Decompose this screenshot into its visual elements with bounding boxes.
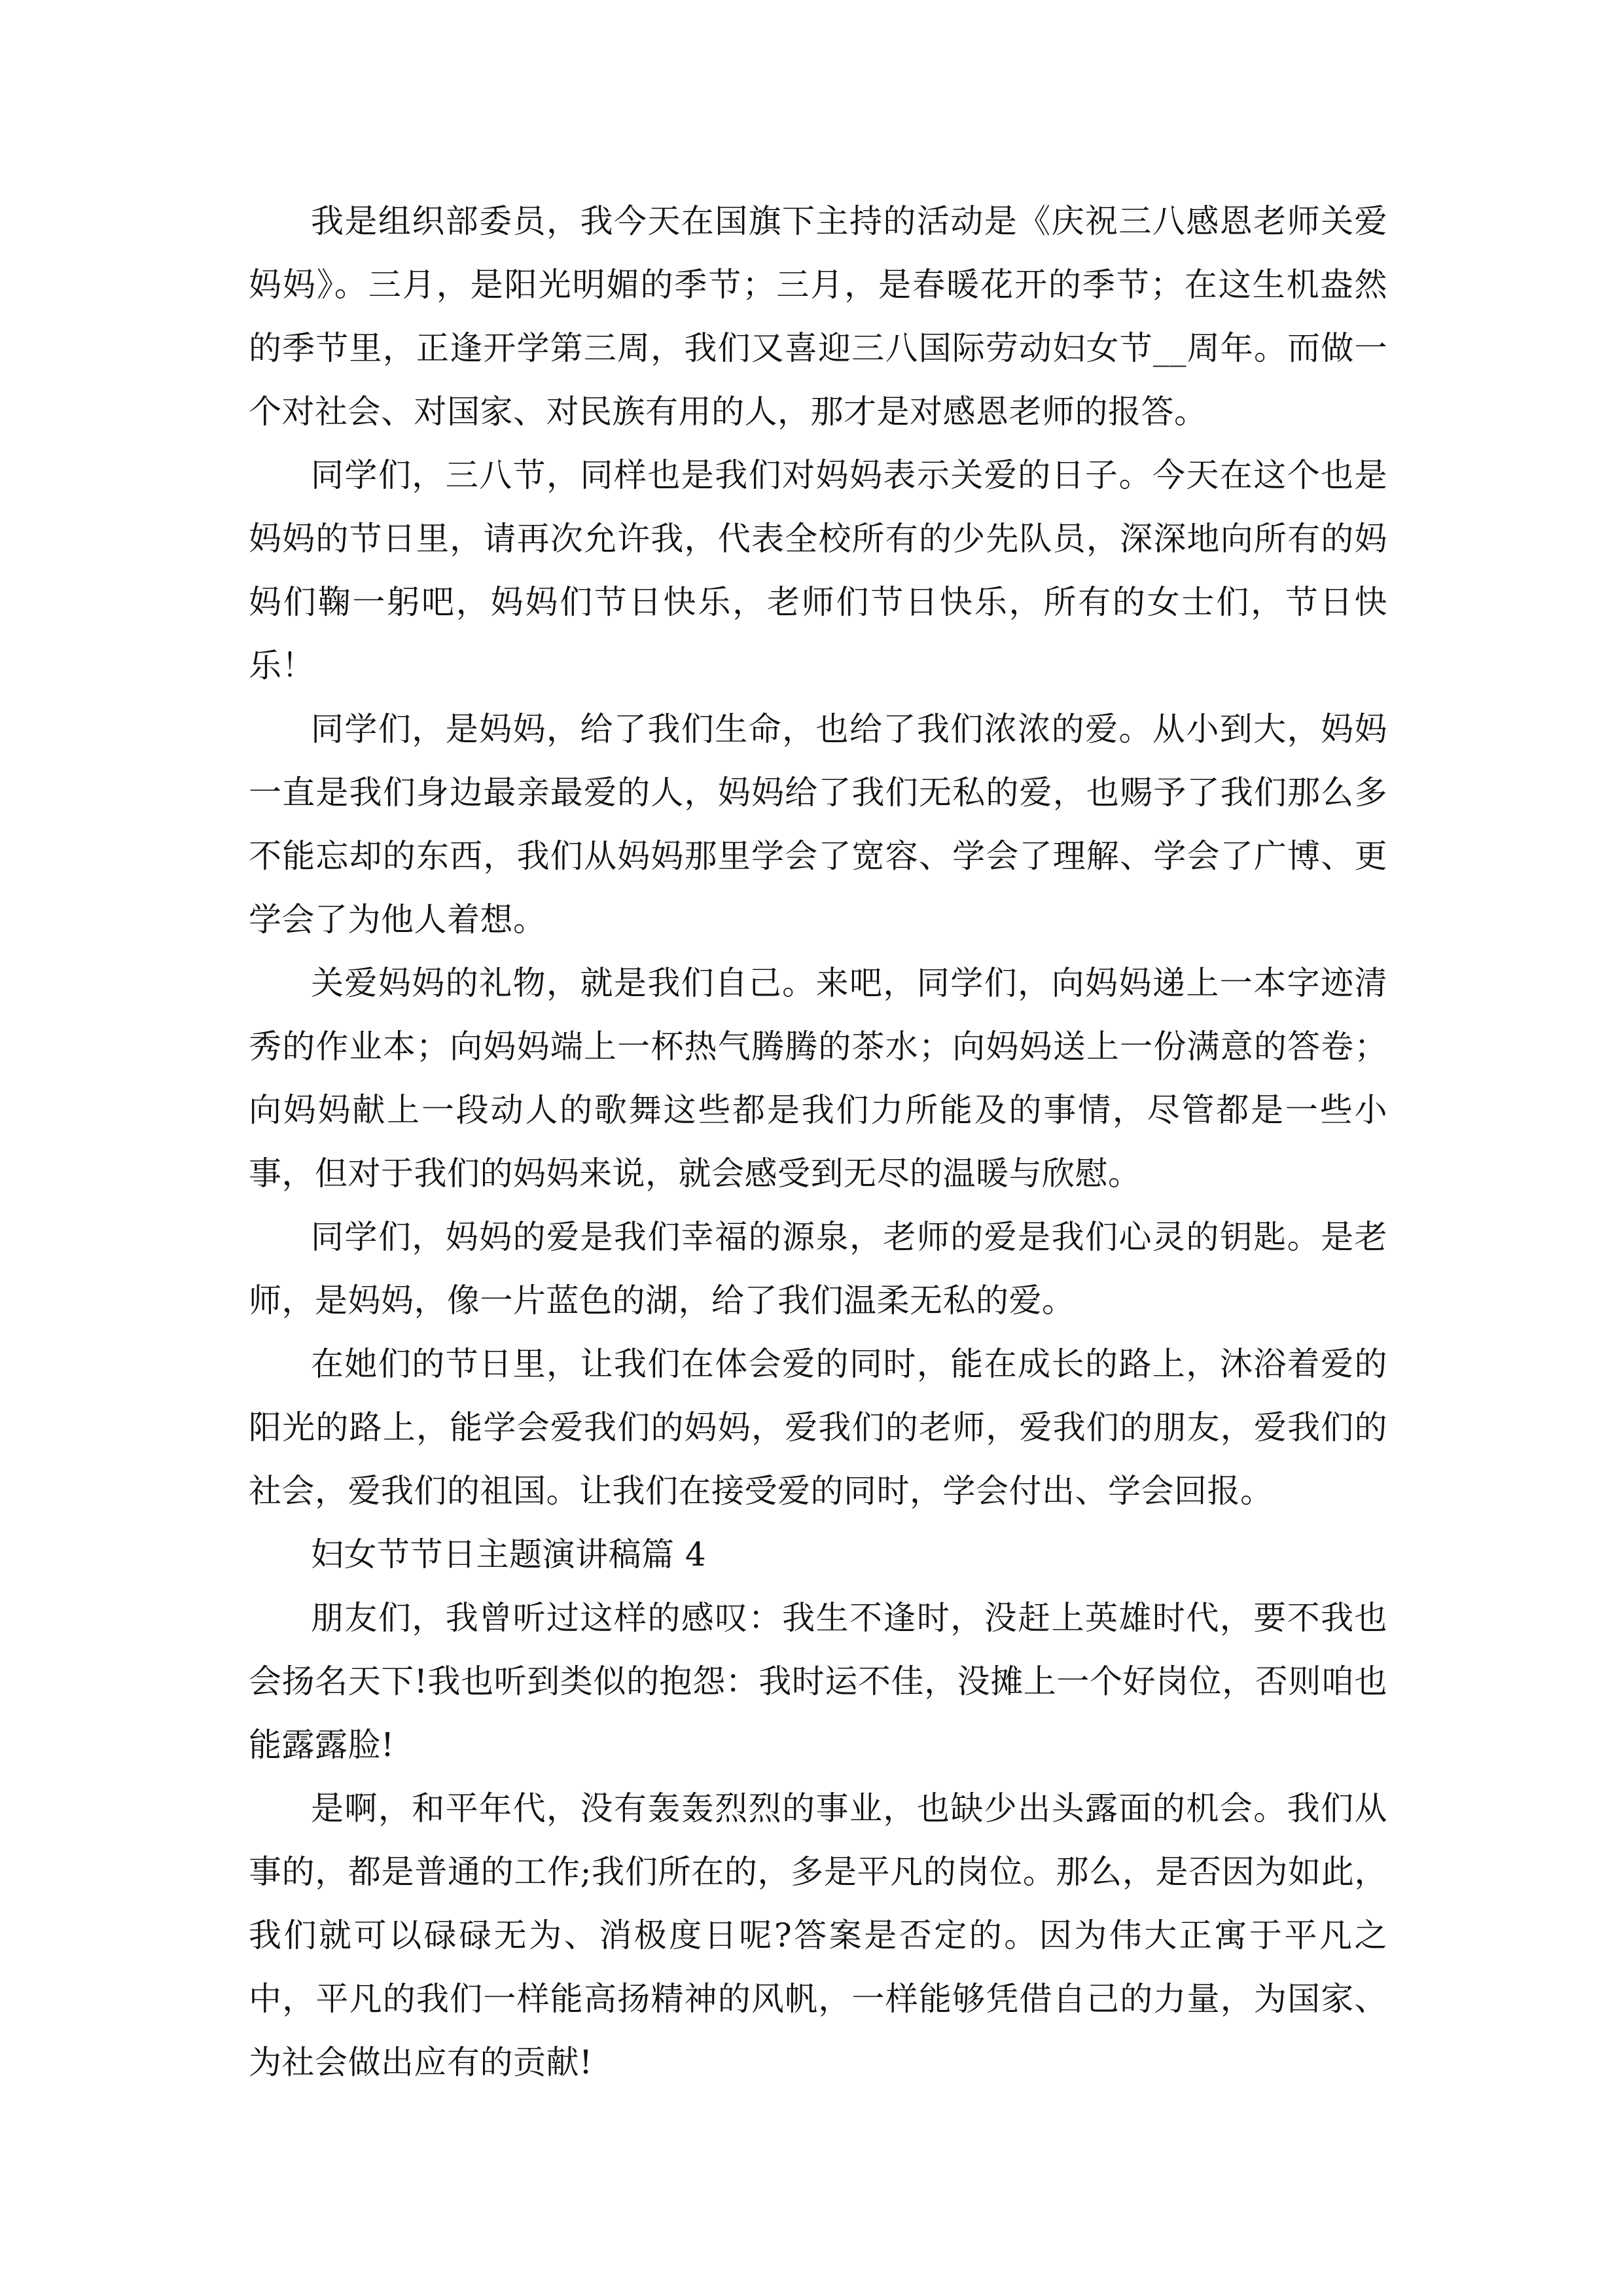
paragraph: 朋友们，我曾听过这样的感叹：我生不逢时，没赶上英雄时代，要不我也会扬名天下!我也听到类似的抱怨：我时运不佳，没摊上一个好岗位，否则咱也能露露脸!	[249, 1599, 1387, 1764]
section-heading: 妇女节节日主题演讲稿篇 4	[311, 1535, 707, 1573]
document-page	[249, 190, 1387, 2094]
paragraph: 同学们，妈妈的爱是我们幸福的源泉，老师的爱是我们心灵的钥匙。是老师，是妈妈，像一片蓝色的湖，给了我们温柔无私的爱。	[249, 1218, 1387, 1319]
paragraph: 我是组织部委员，我今天在国旗下主持的活动是《庆祝三八感恩老师关爱妈妈》。三月，是阳光明媚的季节；三月，是春暖花开的季节；在这生机盎然的季节里，正逢开学第三周，我们又喜迎三八国际劳动妇女节__周年。而做一个对社会、对国家、对民族有用的人，那才是对感恩老师的报答。	[249, 202, 1387, 431]
paragraph: 是啊，和平年代，没有轰轰烈烈的事业，也缺少出头露面的机会。我们从事的，都是普通的工作;我们所在的，多是平凡的岗位。那么，是否因为如此，我们就可以碌碌无为、消极度日呢?答案是否定的。因为伟大正寓于平凡之中，平凡的我们一样能高扬精神的风帆，一样能够凭借自己的力量，为国家、为社会做出应有的贡献!	[249, 1789, 1387, 2081]
paragraph: 同学们，是妈妈，给了我们生命，也给了我们浓浓的爱。从小到大，妈妈一直是我们身边最亲最爱的人，妈妈给了我们无私的爱，也赐予了我们那么多不能忘却的东西，我们从妈妈那里学会了宽容、学会了理解、学会了广博、更学会了为他人着想。	[249, 710, 1387, 939]
paragraph: 关爱妈妈的礼物，就是我们自己。来吧，同学们，向妈妈递上一本字迹清秀的作业本；向妈妈端上一杯热气腾腾的茶水；向妈妈送上一份满意的答卷；向妈妈献上一段动人的歌舞这些都是我们力所能及的事情，尽管都是一些小事，但对于我们的妈妈来说，就会感受到无尽的温暖与欣慰。	[249, 964, 1387, 1193]
paragraph: 在她们的节日里，让我们在体会爱的同时，能在成长的路上，沐浴着爱的阳光的路上，能学会爱我们的妈妈，爱我们的老师，爱我们的朋友，爱我们的社会，爱我们的祖国。让我们在接受爱的同时，学会付出、学会回报。	[249, 1345, 1387, 1510]
paragraph: 同学们，三八节，同样也是我们对妈妈表示关爱的日子。今天在这个也是妈妈的节日里，请再次允许我，代表全校所有的少先队员，深深地向所有的妈妈们鞠一躬吧，妈妈们节日快乐，老师们节日快乐，所有的女士们，节日快乐！	[249, 456, 1387, 685]
